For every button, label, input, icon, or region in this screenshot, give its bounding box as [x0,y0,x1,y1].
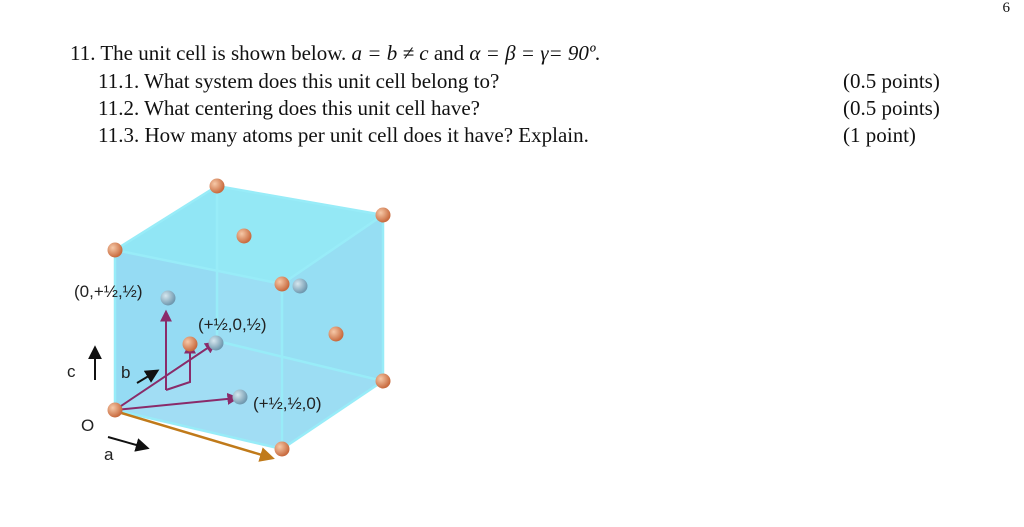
label-bottom-face-coord: (+½,½,0) [253,394,322,413]
face-center-atom-back [329,327,344,342]
points-2: (0.5 points) [843,96,940,120]
condition-lengths: a = b ≠ c [351,41,429,65]
origin-label: O [81,416,95,435]
subquestion-2: 11.2. What centering does this unit cell have? [98,96,480,120]
face-center-atom-left [161,291,176,306]
axis-a-arrow [108,437,147,448]
subquestion-3: 11.3. How many atoms per unit cell does it have? Explain. [98,123,589,147]
question-intro: 11. The unit cell is shown below. [70,41,347,65]
condition-angles: α = β = γ= 90º. [469,41,601,65]
label-front-face-coord: (+½,0,½) [198,315,267,334]
page-number: 6 [1002,0,1010,16]
inner-corner-atom [183,337,198,352]
label-left-face-coord: (0,+½,½) [74,282,143,301]
axis-a-label: a [104,445,114,464]
corner-atom-ab [376,374,391,389]
face-center-atom-front [209,336,224,351]
corner-atom-bc [210,179,225,194]
axis-c-label: c [67,362,76,381]
corner-atom-abc [376,208,391,223]
points-3: (1 point) [843,123,916,147]
and-word: and [433,41,465,65]
face-center-atom-right [293,279,308,294]
corner-atom-c [108,243,123,258]
face-center-atom-bottom [233,390,248,405]
face-center-atom-top [237,229,252,244]
corner-atom-ac [275,277,290,292]
axis-b-label: b [121,363,131,382]
corner-atom-o [108,403,123,418]
points-1: (0.5 points) [843,69,940,93]
subquestion-1: 11.1. What system does this unit cell belong to? [98,69,500,93]
corner-atom-a [275,442,290,457]
